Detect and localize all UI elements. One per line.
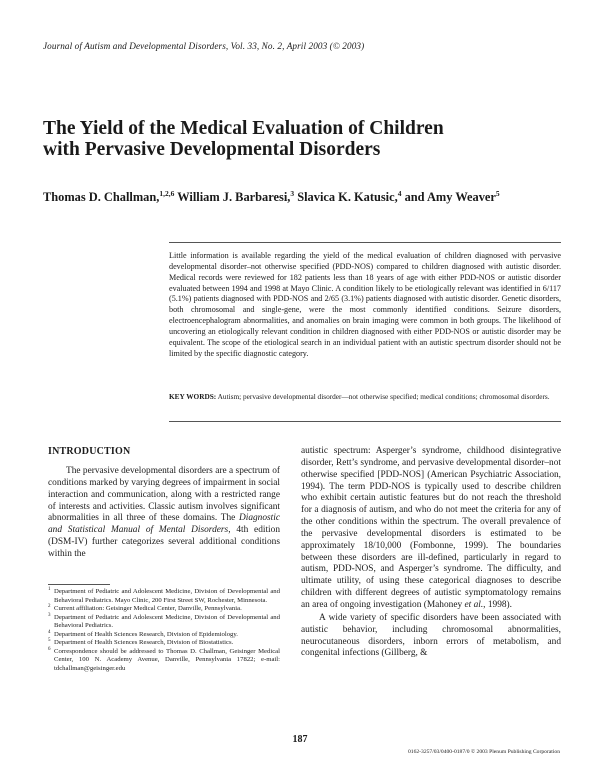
keywords-label: KEY WORDS: <box>169 392 217 401</box>
footnote-mark: 1 <box>48 587 51 592</box>
footnote-text: Correspondence should be addressed to Thomas D. Challman, Geisinger Medical Center, 100 N. Academy Avenue, Danville, Pennsylvania 17822; e-mail: tdchallman@geisinger.edu <box>54 647 280 672</box>
footnote <box>48 631 280 640</box>
keywords <box>169 392 561 402</box>
body-paragraph <box>301 446 561 612</box>
author-name: and Amy Weaver <box>404 190 496 204</box>
page-number: 187 <box>292 734 308 745</box>
footnotes <box>48 588 280 673</box>
author-list <box>43 190 583 205</box>
footnote-mark: 3 <box>48 612 51 618</box>
paper-title-line-1: The Yield of the Medical Evaluation of Children <box>43 118 444 139</box>
body-paragraph: A wide variety of specific disorders have been associated with autistic behavior, including chromosomal abnormalities, neurocutaneous disorders, inborn errors of metabolism, and congenital infections (Gillberg, & <box>301 612 561 659</box>
abstract-top-rule <box>169 242 561 243</box>
abstract-bottom-rule <box>169 421 561 422</box>
footnote-text: Department of Health Sciences Research, Division of Biostatistics. <box>54 639 234 647</box>
author-affiliation-marks: 3 <box>290 188 295 198</box>
keywords-text: Autism; pervasive developmental disorder—not otherwise specified; medical conditions; chromosomal disorders. <box>217 392 550 401</box>
footnote-text: Department of Pediatric and Adolescent Medicine, Division of Developmental and Behavioral Pediatrics. <box>54 613 280 630</box>
copyright-line: 0162-3257/03/0400-0187/0 © 2003 Plenum Publishing Corporation <box>407 749 560 755</box>
footnote-rule <box>48 584 110 585</box>
author-name: Thomas D. Challman, <box>43 190 160 204</box>
body-text: , 4th edition (DSM-IV) further categorizes several additional conditions within the <box>48 525 280 559</box>
body-text: autistic spectrum: Asperger’s syndrome, childhood disintegrative disorder, Rett’s syndrome, and pervasive developmental disorder–not otherwise specified [PDD-NOS] (American Psychiatric Association, 1994). The term PDD-NOS is typically used to describe children who exhibit certain autistic features but do not reach the threshold for a diagnosis of autism, and who do not meet the criteria for any of the other conditions within the spectrum. The overall prevalence of the pervasive developmental disorders is estimated to be approximately 18/10,000 (Fombonne, 1999). The boundaries between these disorders are ill-defined, particularly in regard to autism, PDD-NOS, and Asperger’s syndrome. The difficulty, and ultimate utility, of using these categorical diagnoses to describe children with different degrees of autistic symptomatology remains an area of ongoing investigation (Mahoney <box>301 446 561 610</box>
body-italic-text: Diagnostic and Statistical Manual of Mental Disorders <box>48 513 280 536</box>
footnote-text: Current affiliation: Geisinger Medical Center, Danville, Pennsylvania. <box>54 605 242 613</box>
journal-citation: Journal of Autism and Developmental Disorders, Vol. 33, No. 2, April 2003 (© 2003) <box>43 41 365 51</box>
footnote-mark: 4 <box>48 629 51 635</box>
paper-title <box>43 118 563 160</box>
abstract-text: Little information is available regarding the yield of the medical evaluation of children diagnosed with pervasive developmental disorder–not otherwise specified (PDD-NOS) compared to children diagnosed with autistic disorder. Medical records were reviewed for 182 patients less than 18 years of age with either PDD-NOS or autistic disorder evaluated between 1994 and 1998 at Mayo Clinic. A condition likely to be etiologically relevant was identified in 6/117 (5.1%) patients diagnosed with PDD-NOS and 2/65 (3.1%) patients diagnosed with autistic disorder. Genetic disorders, both chromosomal and single-gene, were the most commonly identified conditions. Seizure disorders, electroencephalogram abnormalities, and anomalies on brain imaging were common in both groups. The likelihood of uncovering an etiologically relevant condition in children diagnosed with either PDD-NOS or autistic disorder may be equivalent. The scope of the etiological search in an individual patient with an autistic spectrum disorder should not be limited by the specific diagnostic category. <box>169 251 561 358</box>
body-text: The pervasive developmental disorders are a spectrum of conditions marked by varying degrees of impairment in social interaction and communication, along with a restricted range of interests and activities. Classic autism involves significant abnormalities in all three of these domains. The <box>48 466 280 524</box>
body-text: , 1998). <box>483 599 512 610</box>
author-affiliation-marks: 4 <box>397 188 402 198</box>
author-name: Slavica K. Katusic, <box>297 190 398 204</box>
footnote <box>48 605 280 614</box>
footnote-mark: 5 <box>48 638 51 644</box>
footnote <box>48 648 280 674</box>
footnote-text: Department of Pediatric and Adolescent Medicine, Division of Developmental and Behavioral Pediatrics. Mayo Clinic, 200 First Street SW, Rochester, Minnesota. <box>54 588 280 604</box>
footnote <box>48 588 280 605</box>
footnote <box>48 614 280 631</box>
body-right-column <box>301 446 561 660</box>
author-affiliation-marks: 1,2,6 <box>159 188 175 198</box>
body-italic-text: et al. <box>464 599 484 610</box>
footnote <box>48 639 280 648</box>
body-left-column <box>48 466 280 561</box>
author-name: William J. Barbaresi, <box>177 190 291 204</box>
section-heading-introduction: INTRODUCTION <box>48 446 131 457</box>
author-affiliation-marks: 5 <box>495 188 500 198</box>
footnote-mark: 6 <box>48 646 51 652</box>
footnote-mark: 2 <box>48 604 51 610</box>
footnote-text: Department of Health Sciences Research, Division of Epidemiology. <box>54 630 238 638</box>
paper-title-line-2: with Pervasive Developmental Disorders <box>43 139 381 160</box>
